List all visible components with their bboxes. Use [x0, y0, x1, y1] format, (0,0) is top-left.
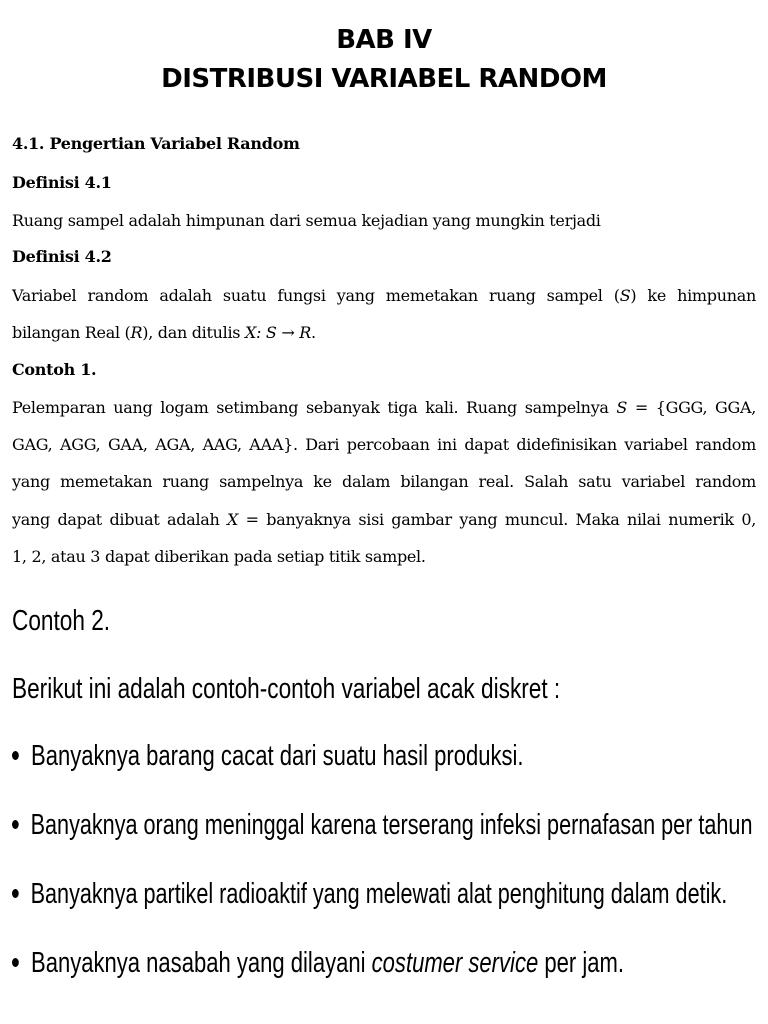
example-1-line-2: GAG, AGG, GAA, AGA, AAG, AAA}. Dari percobaan ini dapat didefinisikan variabel random	[12, 435, 756, 454]
bullet-icon	[12, 958, 19, 967]
list-item: Banyaknya orang meninggal karena terserang infeksi pernafasan per tahun	[12, 808, 752, 842]
example-1-line-3: yang memetakan ruang sampelnya ke dalam bilangan real. Salah satu variabel random	[12, 472, 756, 491]
example-1-line-5: 1, 2, atau 3 dapat diberikan pada setiap titik sampel.	[12, 547, 426, 566]
example-1-line-1: Pelemparan uang logam setimbang sebanyak tiga kali. Ruang sampelnya S = {GGG, GGA,	[12, 398, 756, 417]
definition-4-1-label: Definisi 4.1	[12, 173, 112, 192]
definition-4-2-line-1: Variabel random adalah suatu fungsi yang memetakan ruang sampel (S) ke himpunan	[12, 286, 756, 305]
example-2-intro: Berikut ini adalah contoh-contoh variabel acak diskret :	[12, 673, 561, 705]
example-1-label: Contoh 1.	[12, 360, 97, 379]
bullet-icon	[12, 751, 19, 760]
chapter-number: BAB IV	[336, 25, 432, 55]
list-item: Banyaknya nasabah yang dilayani costumer service per jam.	[12, 946, 624, 980]
section-title: 4.1. Pengertian Variabel Random	[12, 134, 300, 153]
chapter-title: DISTRIBUSI VARIABEL RANDOM	[161, 64, 607, 94]
example-2-label: Contoh 2.	[12, 605, 111, 637]
list-item: Banyaknya partikel radioaktif yang melewati alat penghitung dalam detik.	[12, 877, 727, 911]
definition-4-1-text: Ruang sampel adalah himpunan dari semua kejadian yang mungkin terjadi	[12, 211, 601, 230]
example-1-line-4: yang dapat dibuat adalah X = banyaknya sisi gambar yang muncul. Maka nilai numerik 0,	[12, 510, 756, 529]
bullet-icon	[12, 889, 19, 898]
definition-4-2-line-2: bilangan Real (R), dan ditulis X: S → R.	[12, 323, 316, 342]
bullet-icon	[12, 820, 19, 829]
definition-4-2-label: Definisi 4.2	[12, 247, 112, 266]
list-item: Banyaknya barang cacat dari suatu hasil produksi.	[12, 739, 524, 773]
